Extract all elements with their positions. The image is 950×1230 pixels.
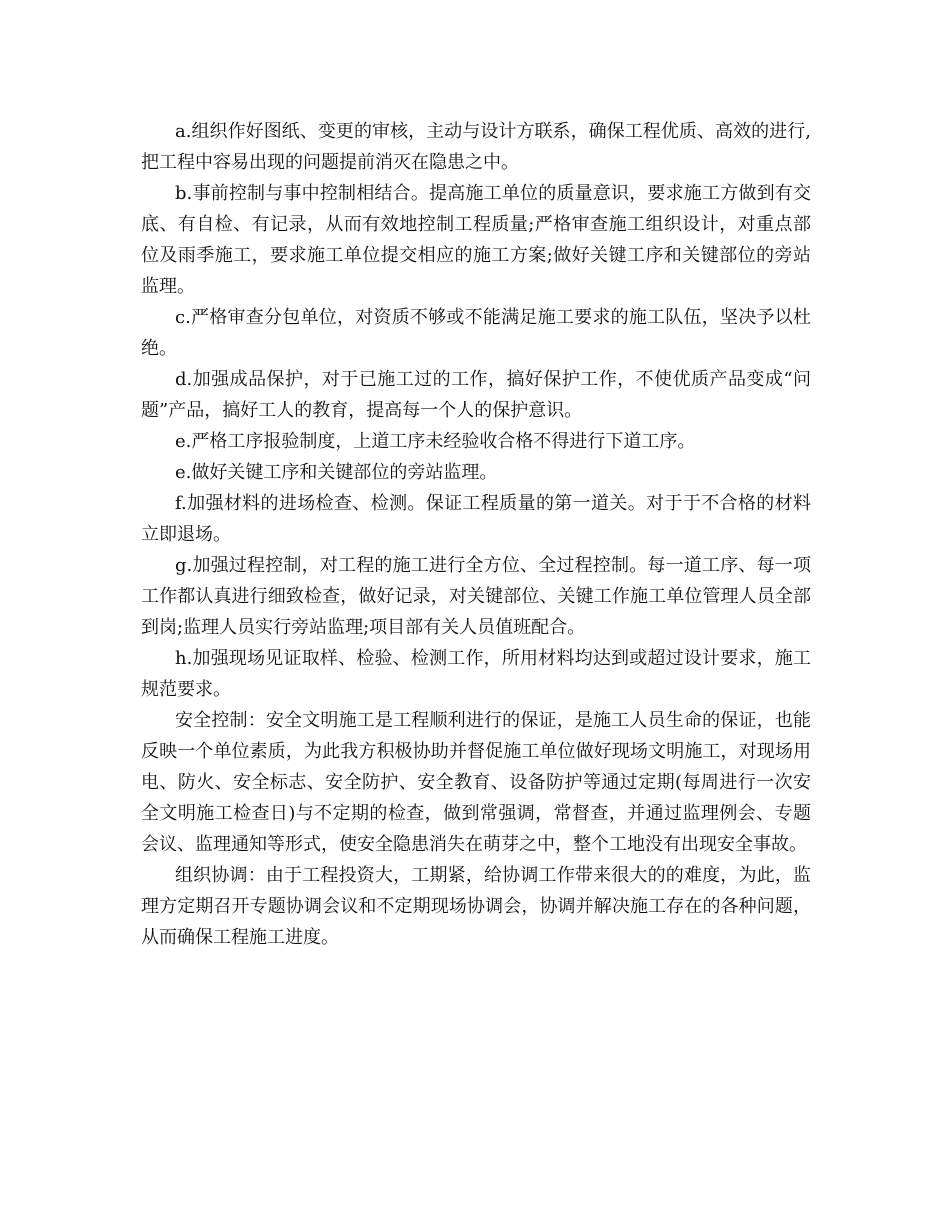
paragraph-item-e1: e.严格工序报验制度，上道工序未经验收合格不得进行下道工序。 xyxy=(175,431,696,452)
paragraph-item-f: f.加强材料的进场检查、检测。保证工程质量的第一道关。对于于不合格的材料立即退场。 xyxy=(141,493,811,545)
paragraph-item-d: d.加强成品保护，对于已施工过的工作，搞好保护工作，不使优质产品变成“问题”产品，搞好工人的教育，提高每一个人的保护意识。 xyxy=(141,369,811,421)
paragraph-coordination: 组织协调：由于工程投资大，工期紧，给协调工作带来很大的的难度，为此，监理方定期召开专题协调会议和不定期现场协调会，协调并解决施工存在的各种问题，从而确保工程施工进度。 xyxy=(141,865,811,948)
document-body xyxy=(141,116,811,953)
paragraph-item-h: h.加强现场见证取样、检验、检测工作，所用材料均达到或超过设计要求，施工规范要求。 xyxy=(141,648,811,700)
paragraph-safety-control: 安全控制：安全文明施工是工程顺利进行的保证，是施工人员生命的保证，也能反映一个单位素质，为此我方积极协助并督促施工单位做好现场文明施工，对现场用电、防火、安全标志、安全防护、安全教育、设备防护等通过定期(每周进行一次安全文明施工检查日)与不定期的检查，做到常强调，常督查，并通过监理例会、专题会议、监理通知等形式，使安全隐患消失在萌芽之中，整个工地没有出现安全事故。 xyxy=(141,710,811,855)
paragraph-item-e2: e.做好关键工序和关键部位的旁站监理。 xyxy=(175,462,498,483)
paragraph-item-a: a.组织作好图纸、变更的审核，主动与设计方联系，确保工程优质、高效的进行,把工程中容易出现的问题提前消灭在隐患之中。 xyxy=(141,121,811,173)
paragraph-item-b: b.事前控制与事中控制相结合。提高施工单位的质量意识，要求施工方做到有交底、有自检、有记录，从而有效地控制工程质量;严格审查施工组织设计，对重点部位及雨季施工，要求施工单位提交相应的施工方案;做好关键工序和关键部位的旁站监理。 xyxy=(141,183,811,297)
paragraph-item-g: g.加强过程控制，对工程的施工进行全方位、全过程控制。每一道工序、每一项工作都认真进行细致检查，做好记录，对关键部位、关键工作施工单位管理人员全部到岗;监理人员实行旁站监理;项目部有关人员值班配合。 xyxy=(141,555,811,638)
paragraph-item-c: c.严格审查分包单位，对资质不够或不能满足施工要求的施工队伍，坚决予以杜绝。 xyxy=(141,307,811,359)
